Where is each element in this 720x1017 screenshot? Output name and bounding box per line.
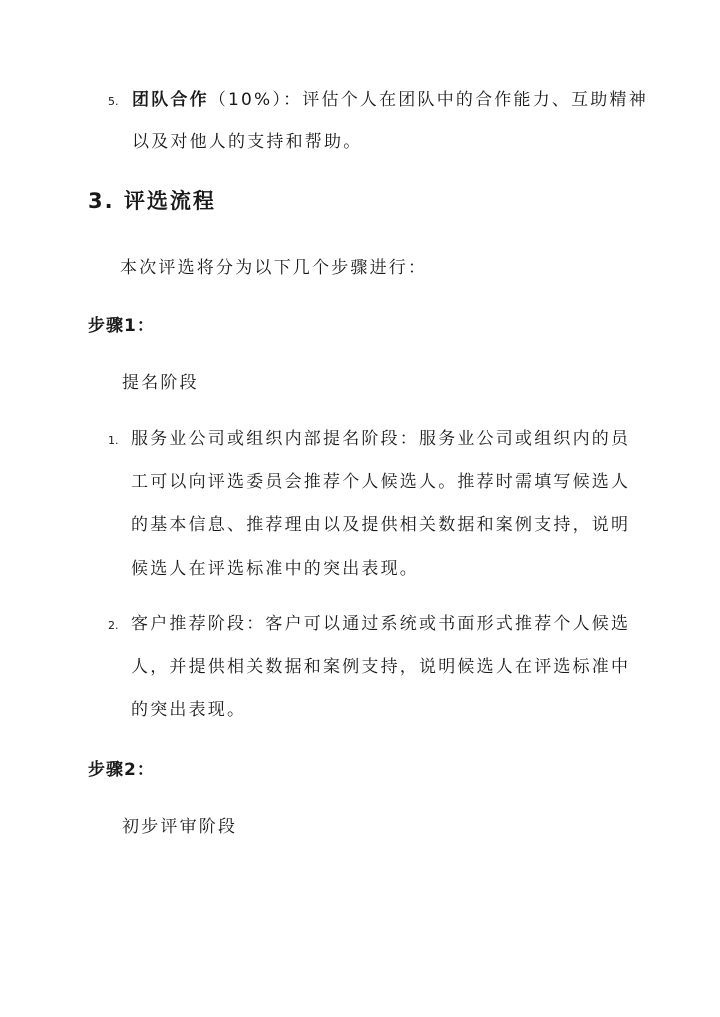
item5-line1: [132, 89, 648, 111]
section-number: 3.: [88, 189, 115, 213]
list-number-5: 5.: [108, 95, 119, 108]
step1-item1-line1: 服务业公司或组织内部提名阶段：服务业公司或组织内的员: [131, 429, 631, 449]
list-number-2: 2.: [108, 619, 119, 632]
section-title: 评选流程: [123, 189, 216, 213]
step1-item2-line3: 的突出表现。: [131, 700, 247, 720]
list-number-1: 1.: [108, 434, 119, 447]
step1-item1-line2: 工可以向评选委员会推荐个人候选人。推荐时需填写候选人: [131, 472, 631, 492]
step2-stage: 初步评审阶段: [122, 817, 238, 837]
item5-title: 团队合作: [132, 90, 209, 110]
step1-item1-line4: 候选人在评选标准中的突出表现。: [131, 559, 419, 579]
step1-stage: 提名阶段: [122, 373, 199, 393]
step1-item2-line2: 人，并提供相关数据和案例支持，说明候选人在评选标准中: [131, 657, 631, 677]
step1-item1-line3: 的基本信息、推荐理由以及提供相关数据和案例支持，说明: [131, 515, 631, 535]
intro-text: 本次评选将分为以下几个步骤进行：: [120, 258, 428, 278]
step1-item2-line1: 客户推荐阶段：客户可以通过系统或书面形式推荐个人候选: [131, 614, 631, 634]
item5-text: （10%）：评估个人在团队中的合作能力、互助精神: [208, 90, 648, 110]
step2-heading: 步骤2：: [88, 760, 155, 780]
item5-line2: 以及对他人的支持和帮助。: [132, 132, 363, 152]
step1-heading: 步骤1：: [88, 316, 155, 336]
section-heading: [88, 188, 216, 214]
